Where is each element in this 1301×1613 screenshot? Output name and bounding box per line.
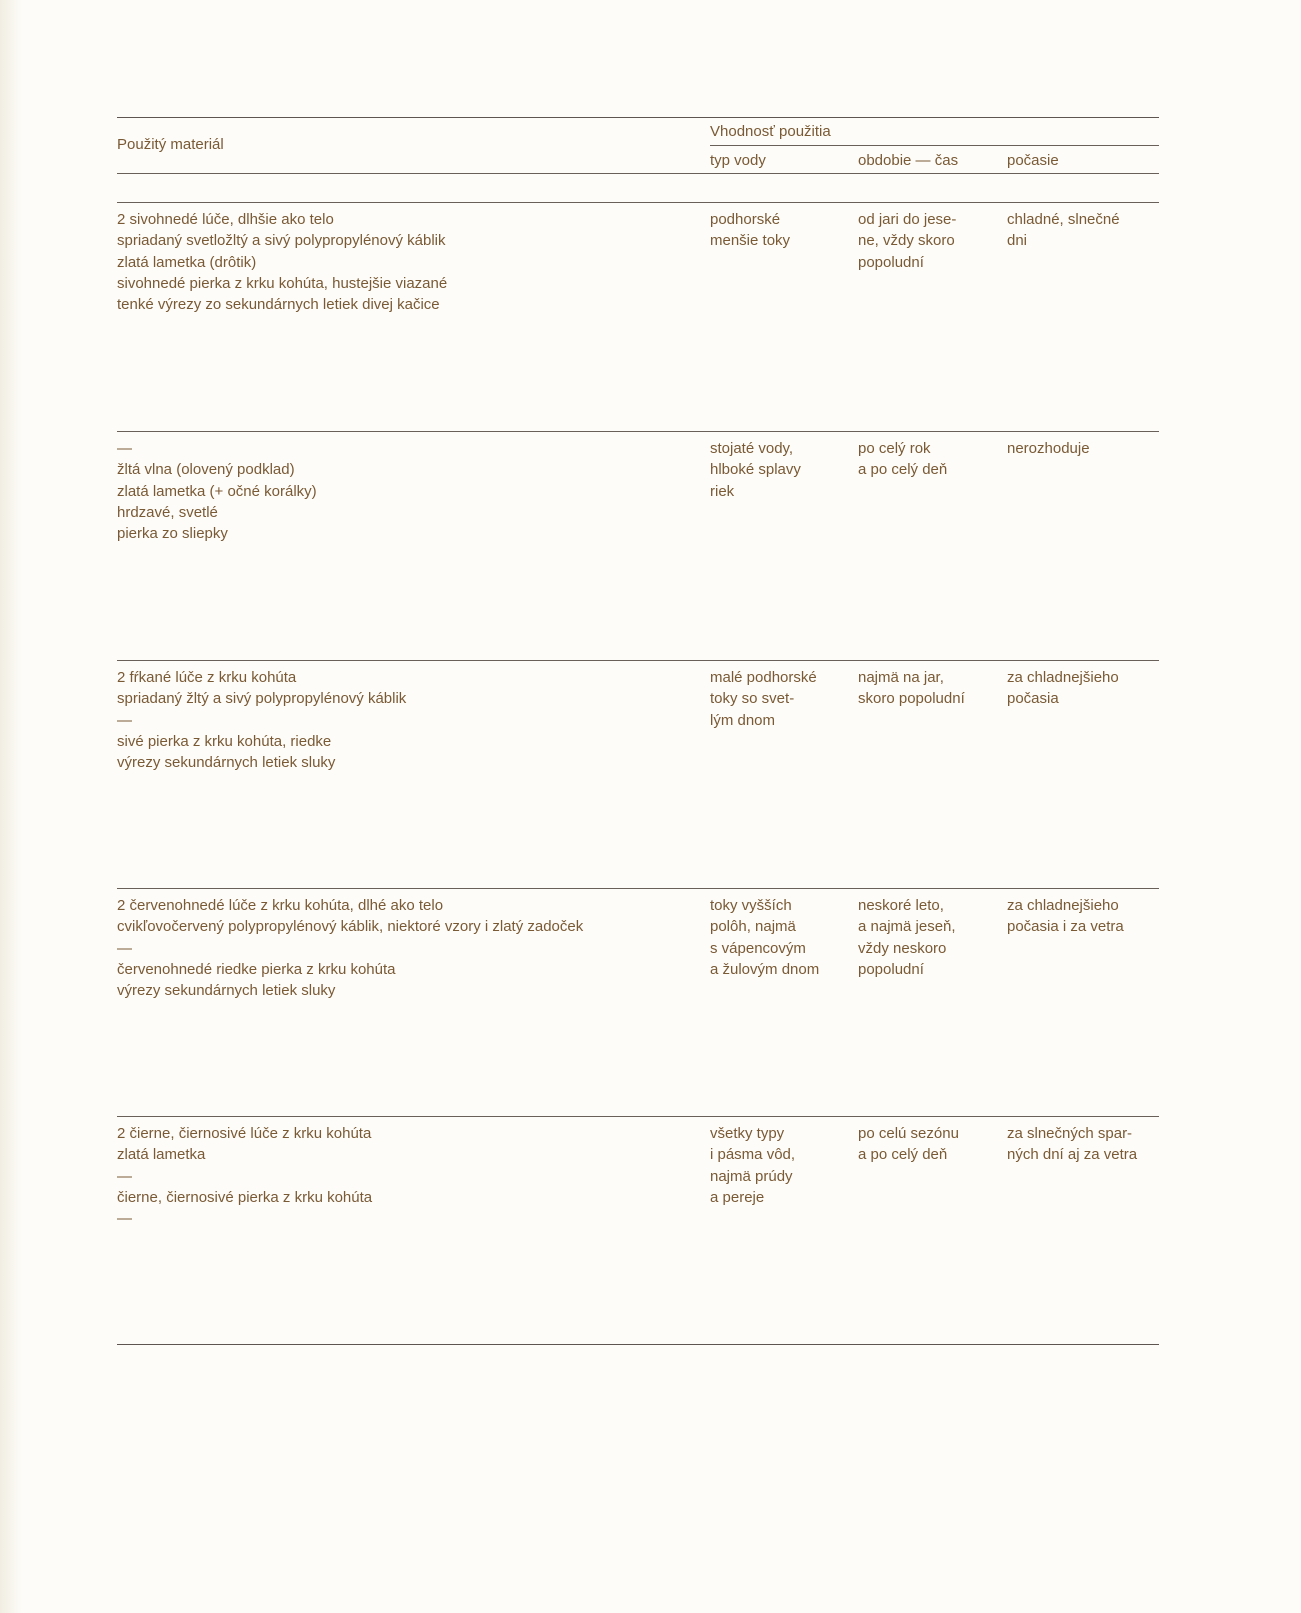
row-separator xyxy=(117,1116,1159,1117)
water-type-line: s vápencovým xyxy=(710,939,806,957)
material-line: 2 červenohnedé lúče z krku kohúta, dlhé ako telo xyxy=(117,897,444,914)
header-suitability: Vhodnosť použitia xyxy=(710,123,831,140)
row-4-water-type xyxy=(710,895,819,980)
material-line: 2 fŕkané lúče z krku kohúta xyxy=(117,669,297,686)
period-line: a najmä jeseň, xyxy=(858,918,956,936)
material-line: spriadaný svetložltý a sivý polypropylénový káblik xyxy=(117,232,446,250)
material-line: žltá vlna (olovený podklad) xyxy=(117,461,295,479)
row-separator xyxy=(117,888,1159,889)
period-line: vždy neskoro xyxy=(858,939,947,957)
material-line: zlatá lametka (drôtik) xyxy=(117,253,257,271)
header-material: Použitý materiál xyxy=(117,136,224,153)
row-2-material xyxy=(117,438,317,544)
period-line: skoro popoludní xyxy=(858,690,965,708)
row-separator xyxy=(117,431,1159,432)
material-line: sivohnedé pierka z krku kohúta, hustejšie viazané xyxy=(117,274,448,292)
header-period-time: obdobie — čas xyxy=(858,152,959,169)
period-line: od jari do jese- xyxy=(858,211,957,228)
water-type-line: hlboké splavy xyxy=(710,461,801,479)
material-line: 2 sivohnedé lúče, dlhšie ako telo xyxy=(117,211,334,228)
material-line: 2 čierne, čiernosivé lúče z krku kohúta xyxy=(117,1125,372,1142)
row-3-water-type xyxy=(710,667,817,731)
water-type-line: toky vyšších xyxy=(710,897,792,914)
row-5-water-type xyxy=(710,1123,795,1208)
header-bottom-rule xyxy=(117,173,1159,174)
material-line: — xyxy=(117,440,132,457)
row-1-period xyxy=(858,209,956,273)
row-separator xyxy=(117,660,1159,661)
table-bottom-rule xyxy=(117,1344,1159,1345)
period-line: a po celý deň xyxy=(858,461,948,479)
material-line: tenké výrezy zo sekundárnych letiek divej kačice xyxy=(117,296,440,314)
material-line: — xyxy=(117,939,132,957)
material-line: zlatá lametka (+ očné korálky) xyxy=(117,482,317,500)
period-line: popoludní xyxy=(858,960,924,978)
material-line: čierne, čiernosivé pierka z krku kohúta xyxy=(117,1188,373,1206)
material-line: výrezy sekundárnych letiek sluky xyxy=(117,754,336,772)
period-line: po celú sezónu xyxy=(858,1125,959,1142)
row-3-weather xyxy=(1007,667,1119,710)
period-line: ne, vždy skoro xyxy=(858,232,955,250)
water-type-line: i pásma vôd, xyxy=(710,1146,796,1164)
water-type-line: najmä prúdy xyxy=(710,1167,793,1185)
period-line: a po celý deň xyxy=(858,1146,948,1164)
row-5-material xyxy=(117,1123,372,1229)
water-type-line: všetky typy xyxy=(710,1125,785,1142)
period-line: po celý rok xyxy=(858,440,931,457)
material-line: zlatá lametka xyxy=(117,1146,206,1164)
body-top-rule xyxy=(117,202,1159,203)
water-type-line: toky so svet- xyxy=(710,690,795,708)
row-4-weather xyxy=(1007,895,1124,938)
row-2-water-type xyxy=(710,438,801,502)
water-type-line: malé podhorské xyxy=(710,669,817,686)
weather-line: ných dní aj za vetra xyxy=(1007,1146,1138,1164)
water-type-line: polôh, najmä xyxy=(710,918,796,936)
row-5-period xyxy=(858,1123,959,1166)
page-edge xyxy=(0,0,22,1613)
water-type-line: a pereje xyxy=(710,1188,765,1206)
weather-line: chladné, slnečné xyxy=(1007,211,1120,228)
material-line: — xyxy=(117,1167,132,1185)
water-type-line: menšie toky xyxy=(710,232,791,250)
row-1-material xyxy=(117,209,447,315)
table-top-rule xyxy=(117,117,1159,118)
row-4-material xyxy=(117,895,583,1001)
period-line: neskoré leto, xyxy=(858,897,944,914)
row-1-weather xyxy=(1007,209,1120,252)
material-line: spriadaný žltý a sivý polypropylénový káblik xyxy=(117,690,407,708)
water-type-line: a žulovým dnom xyxy=(710,960,820,978)
water-type-line: lým dnom xyxy=(710,711,776,729)
water-type-line: podhorské xyxy=(710,211,781,228)
material-line: červenohnedé riedke pierka z krku kohúta xyxy=(117,960,396,978)
period-line: popoludní xyxy=(858,253,924,271)
weather-line: nerozhoduje xyxy=(1007,440,1090,457)
row-2-weather xyxy=(1007,438,1090,459)
weather-line: za chladnejšieho xyxy=(1007,669,1119,686)
water-type-line: riek xyxy=(710,482,735,500)
weather-line: počasia xyxy=(1007,690,1059,708)
row-5-weather xyxy=(1007,1123,1137,1166)
header-water-type: typ vody xyxy=(710,152,766,169)
material-line: — xyxy=(117,1210,132,1228)
material-line: cvikľovočervený polypropylénový káblik, niektoré vzory i zlatý zadoček xyxy=(117,918,584,936)
material-line: sivé pierka z krku kohúta, riedke xyxy=(117,732,332,750)
row-4-period xyxy=(858,895,956,980)
material-line: hrdzavé, svetlé xyxy=(117,503,218,521)
weather-line: za chladnejšieho xyxy=(1007,897,1119,914)
material-line: — xyxy=(117,711,132,729)
weather-line: za slnečných spar- xyxy=(1007,1125,1133,1142)
row-3-material xyxy=(117,667,406,773)
period-line: najmä na jar, xyxy=(858,669,944,686)
weather-line: dni xyxy=(1007,232,1028,250)
header-weather: počasie xyxy=(1007,152,1059,169)
water-type-line: stojaté vody, xyxy=(710,440,794,457)
row-3-period xyxy=(858,667,965,710)
weather-line: počasia i za vetra xyxy=(1007,918,1124,936)
row-2-period xyxy=(858,438,947,481)
suitability-rule xyxy=(710,145,1159,146)
material-line: pierka zo sliepky xyxy=(117,525,228,543)
row-1-water-type xyxy=(710,209,790,252)
material-line: výrezy sekundárnych letiek sluky xyxy=(117,982,336,1000)
